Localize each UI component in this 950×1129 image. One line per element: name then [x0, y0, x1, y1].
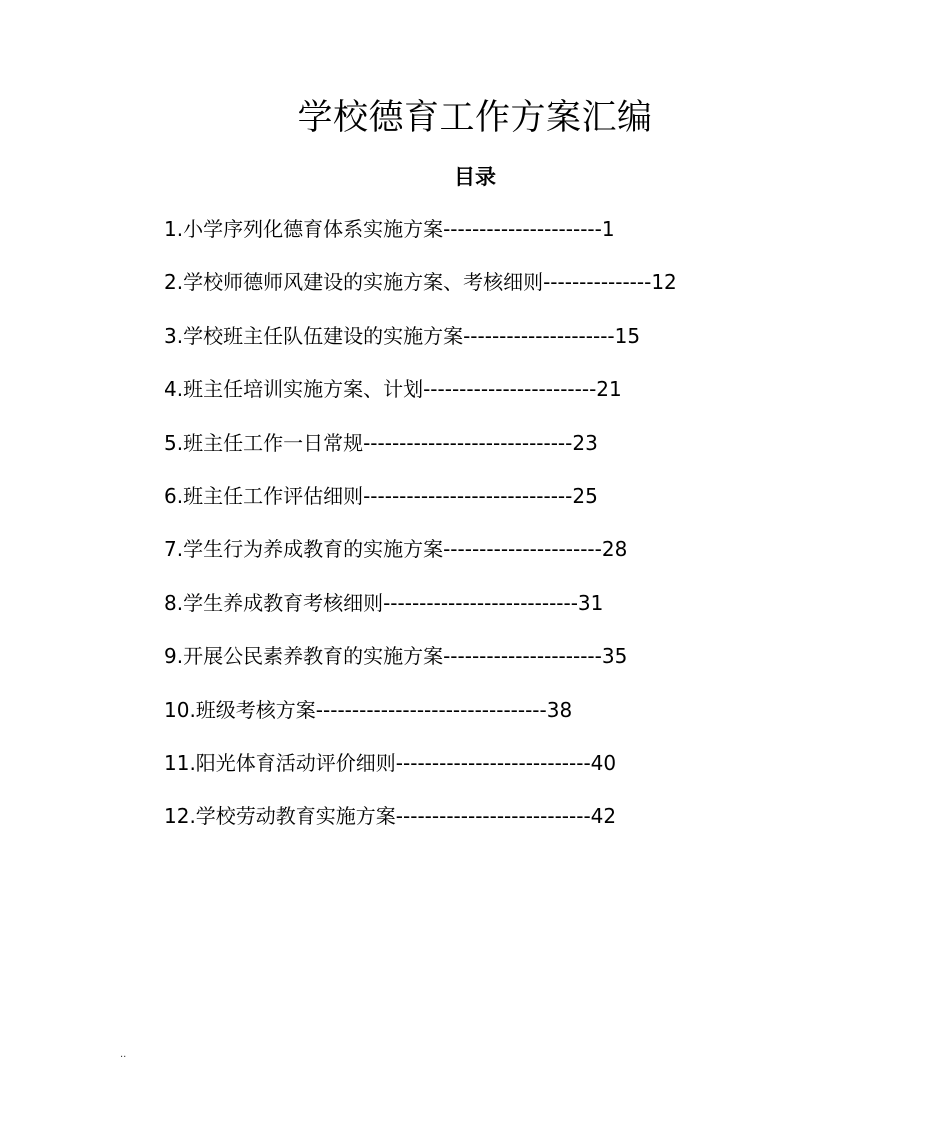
footer-mark: ..: [120, 1049, 127, 1060]
toc-entry-8: 8.学生养成教育考核细则---------------------------31: [164, 590, 604, 615]
toc-entry-9: 9.开展公民素养教育的实施方案----------------------35: [164, 644, 628, 669]
toc-entry-4: 4.班主任培训实施方案、计划------------------------21: [164, 377, 622, 402]
toc-entry-3: 3.学校班主任队伍建设的实施方案---------------------15: [164, 323, 641, 348]
toc-heading: 目录: [454, 165, 496, 189]
toc-entry-11: 11.阳光体育活动评价细则---------------------------40: [164, 750, 617, 775]
toc-entry-6: 6.班主任工作评估细则-----------------------------25: [164, 483, 598, 508]
toc-entry-10: 10.班级考核方案--------------------------------38: [164, 697, 573, 722]
toc-entry-5: 5.班主任工作一日常规-----------------------------23: [164, 430, 598, 455]
table-of-contents: [164, 214, 864, 855]
toc-entry-12: 12.学校劳动教育实施方案---------------------------42: [164, 804, 617, 829]
document-title: 学校德育工作方案汇编: [297, 98, 653, 138]
toc-entry-2: 2.学校师德师风建设的实施方案、考核细则---------------12: [164, 270, 677, 295]
toc-entry-7: 7.学生行为养成教育的实施方案----------------------28: [164, 537, 628, 562]
toc-entry-1: 1.小学序列化德育体系实施方案----------------------1: [164, 217, 615, 241]
